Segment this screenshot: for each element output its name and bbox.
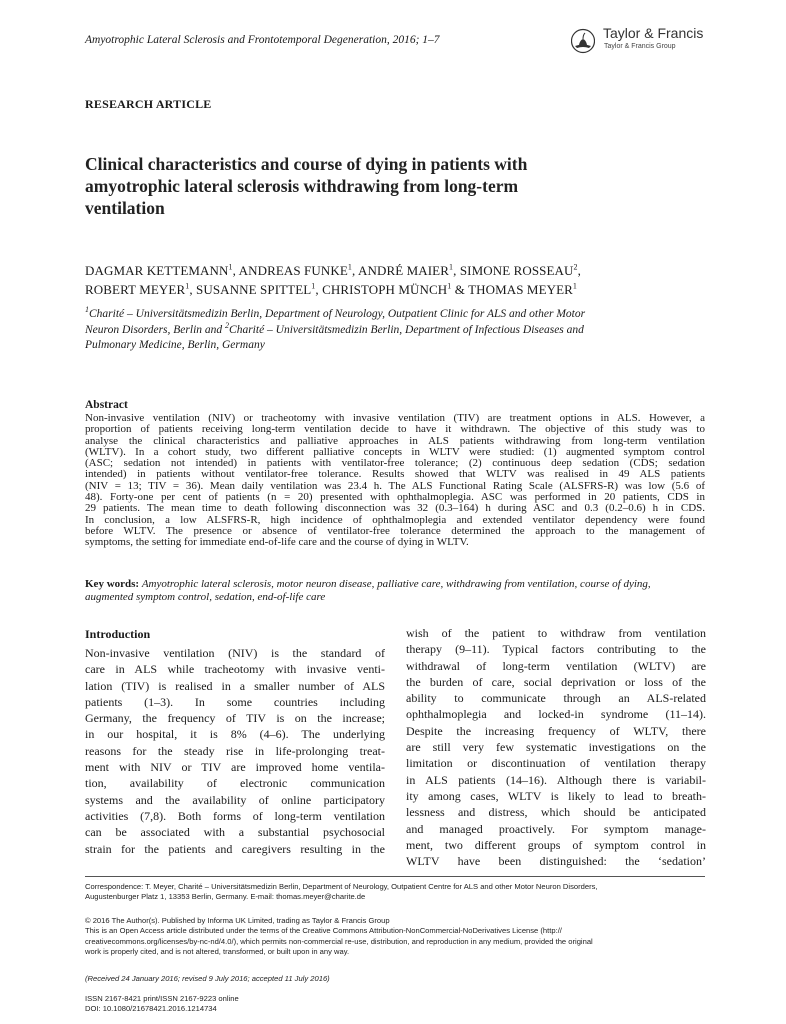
author-name: THOMAS MEYER: [468, 282, 573, 297]
body-line: systems and the availability of online participatory: [85, 792, 385, 807]
publisher-group: Taylor & Francis Group: [604, 43, 676, 50]
body-line: are still very few systematic investigations on the: [406, 740, 706, 755]
title-line: Clinical characteristics and course of dying in patients with: [85, 154, 528, 174]
author-name: ROBERT MEYER: [85, 282, 186, 297]
publisher-lamp-logo-icon: [571, 28, 595, 54]
body-line: ment with NIV or TIV are improved home ventila-: [85, 760, 385, 775]
author-separator: ,: [232, 263, 239, 278]
author-line: [85, 261, 581, 280]
author-name: SIMONE ROSSEAU: [459, 263, 574, 278]
body-line: strain for the patients and caregivers resulting in the: [85, 841, 385, 856]
article-type: RESEARCH ARTICLE: [85, 97, 212, 111]
body-line: in our hospital, it is 8% (4–6). The underlying: [85, 727, 385, 742]
abstract-heading: Abstract: [85, 399, 128, 411]
author-list: [85, 261, 581, 299]
body-line: Germany, the frequency of TIV is on the increase;: [85, 711, 385, 726]
footnote-line: This is an Open Access article distributed under the terms of the Creative Commons Attribution-NonCommercial-NoDerivatives License (http://: [85, 926, 562, 936]
affiliation-text: Charité – Universitätsmedizin Berlin, Department of Neurology, Outpatient Clinic for ALS and other Motor: [89, 308, 586, 320]
abstract-body: [85, 413, 705, 549]
body-line: Non-invasive ventilation (NIV) is the standard of: [85, 646, 385, 660]
footnote-line: creativecommons.org/licenses/by-nc-nd/4.0/), which permits non-commercial re-use, distribution, and reproduction in any medium, provided the original: [85, 936, 593, 946]
affiliation-line: [85, 307, 705, 323]
received-dates: (Received 24 January 2016; revised 9 July 2016; accepted 11 July 2016): [85, 974, 330, 983]
publisher-name: Taylor & Francis: [603, 25, 704, 41]
abstract-line: intended) in patients without ventilator-free tolerance. Results showed that WLTV was realised in 49 ALS patients: [85, 469, 705, 481]
body-line: care in ALS while tracheotomy with invasive venti-: [85, 662, 385, 677]
footnote-line: Augustenburger Platz 1, 13353 Berlin, Germany. E-mail: thomas.meyer@charite.de: [85, 892, 366, 902]
affiliation-line: Pulmonary Medicine, Berlin, Germany: [85, 339, 265, 351]
correspondence-note: [85, 882, 707, 903]
body-line: patients (1–3). In some countries including: [85, 694, 385, 709]
keywords-line: augmented symptom control, sedation, end-of-life care: [85, 590, 326, 603]
keywords-text: Amyotrophic lateral sclerosis, motor neuron disease, palliative care, withdrawing from ventilation, course of dying,: [141, 578, 651, 590]
author-line: [85, 280, 581, 299]
abstract-line: analyse the clinical characteristics and palliative approaches in ALS patients withdrawing from long-term ventilation: [85, 435, 705, 447]
author-affiliation-mark: 2: [573, 262, 578, 272]
abstract-line: 29 patients. The mean time to death following disconnection was 32 (0.3–164) h during ASC and 0.3 (0.2–0.6) h in CDS.: [85, 503, 705, 515]
abstract-line: before WLTV. The presence or absence of ventilator-free tolerance determined the approach to the management of: [85, 525, 705, 537]
footnote-line: © 2016 The Author(s). Published by Informa UK Limited, trading as Taylor & Francis Group: [85, 916, 390, 925]
abstract-line: (WLTV). In a cohort study, two different palliative concepts in WLTV were studied: (1) augmented symptom control: [85, 446, 705, 458]
body-line: and managed proactively. For symptom manage-: [406, 821, 706, 836]
author-separator: &: [451, 282, 469, 297]
body-line: ment, two different groups of symptom control in: [406, 837, 706, 852]
author-separator: ,: [453, 263, 460, 278]
author-name: ANDRÉ MAIER: [357, 263, 449, 278]
abstract-line: (NIV = 13; TIV = 36). Mean daily ventilation was 23.4 h. The ALS Functional Rating Scale (ALSFRS-R) was low (5.6 of: [85, 480, 705, 492]
title-line: ventilation: [85, 198, 165, 218]
body-line: WLTV have been distinguished: the ‘sedation’: [406, 854, 706, 869]
footnote-line: work is properly cited, and is not altered, transformed, or built upon in any way.: [85, 946, 350, 956]
abstract-line: In conclusion, a low ALSFRS-R, high incidence of ophthalmoplegia and extended ventilator dependency were found: [85, 514, 705, 526]
author-name: CHRISTOPH MÜNCH: [322, 282, 448, 297]
footnote-line: Correspondence: T. Meyer, Charité – Universitätsmedizin Berlin, Department of Neurology, Outpatient Centre for ALS and other Motor Neuron Disorders,: [85, 882, 598, 891]
abstract-line: symptoms, the setting for immediate end-of-life care and the course of dying in WLTV.: [85, 537, 469, 549]
keywords-label: Key words:: [85, 578, 142, 590]
author-affiliation-mark: 1: [447, 281, 452, 291]
affiliation-line: [85, 320, 705, 339]
body-line: tion, availability of electronic communication: [85, 776, 385, 791]
journal-citation: Amyotrophic Lateral Sclerosis and Frontotemporal Degeneration, 2016; 1–7: [85, 34, 440, 46]
author-affiliation-mark: 1: [311, 281, 316, 291]
author-name: SUSANNE SPITTEL: [196, 282, 312, 297]
affiliation-text: Neuron Disorders, Berlin and: [85, 323, 226, 336]
author-separator: ,: [577, 263, 582, 278]
issn: ISSN 2167-8421 print/ISSN 2167-9223 online: [85, 994, 239, 1003]
body-line: activities (7,8). Both forms of long-term ventilation: [85, 808, 385, 823]
body-line: limitation or discontinuation of ventilation therapy: [406, 756, 706, 771]
affiliations: [85, 307, 705, 354]
abstract-line: (ASC; sedation not intended) in patients with ventilator-free tolerance; (2) continuous deep sedation (CDS; sedation: [85, 458, 705, 470]
author-affiliation-mark: 1: [228, 262, 233, 272]
body-line: wish of the patient to withdraw from ventilation: [406, 626, 706, 640]
body-line: ophthalmoplegia and locked-in syndrome (11–14).: [406, 707, 706, 722]
body-line: reasons for the steady rise in life-prolonging treat-: [85, 743, 385, 758]
body-line: withdrawal of long-term ventilation (WLTV) are: [406, 658, 706, 673]
abstract-line: 48). Forty-one per cent of patients (n = 20) presented with ophthalmoplegia. ASC was performed in 20 patients, CDS in: [85, 492, 705, 504]
author-name: ANDREAS FUNKE: [238, 263, 348, 278]
footnote-divider: [85, 876, 705, 877]
author-separator: ,: [315, 282, 323, 297]
author-affiliation-mark: 1: [185, 281, 190, 291]
introduction-heading: Introduction: [85, 627, 151, 641]
body-line: ity among cases, WLTV is likely to lead to breath-: [406, 788, 706, 803]
body-line: Despite the increasing frequency of WLTV, there: [406, 723, 706, 738]
body-line: lessness and distress, which should be anticipated: [406, 805, 706, 820]
keywords: [85, 578, 705, 603]
author-name: DAGMAR KETTEMANN: [85, 263, 229, 278]
identifiers: [85, 994, 707, 1015]
abstract-line: proportion of patients receiving long-term ventilation decide to have it withdrawn. The objective of this study was to: [85, 424, 705, 436]
open-access-note: [85, 916, 707, 957]
body-line: lation (TIV) is realised in a smaller number of ALS: [85, 678, 385, 693]
introduction-right-column: [406, 625, 706, 869]
doi: DOI: 10.1080/21678421.2016.1214734: [85, 1004, 217, 1014]
body-line: therapy (9–11). Typical factors contributing to the: [406, 642, 706, 657]
affiliation-mark: 1: [85, 305, 89, 315]
author-separator: ,: [189, 282, 197, 297]
author-affiliation-mark: 1: [449, 262, 454, 272]
abstract-line: Non-invasive ventilation (NIV) or tracheotomy with invasive ventilation (TIV) are treatment options in ALS. However, a: [85, 413, 705, 424]
body-line: in ALS patients (14–16). Although there is variabil-: [406, 772, 706, 787]
introduction-left-column: [85, 645, 385, 857]
publisher-logo-block: [571, 22, 721, 62]
body-line: the burden of care, social deprivation or loss of the: [406, 674, 706, 689]
keywords-line: [85, 578, 705, 591]
article-title: [85, 153, 645, 219]
title-line: amyotrophic lateral sclerosis withdrawing from long-term: [85, 176, 519, 196]
body-line: ability to communicate through an ALS-related: [406, 691, 706, 706]
author-separator: ,: [352, 263, 358, 278]
body-line: can be associated with a substantial psychosocial: [85, 825, 385, 840]
affiliation-text: Charité – Universitätsmedizin Berlin, Department of Infectious Diseases and: [229, 323, 584, 336]
affiliation-mark: 2: [225, 320, 230, 330]
author-affiliation-mark: 1: [347, 262, 352, 272]
author-affiliation-mark: 1: [572, 281, 578, 291]
